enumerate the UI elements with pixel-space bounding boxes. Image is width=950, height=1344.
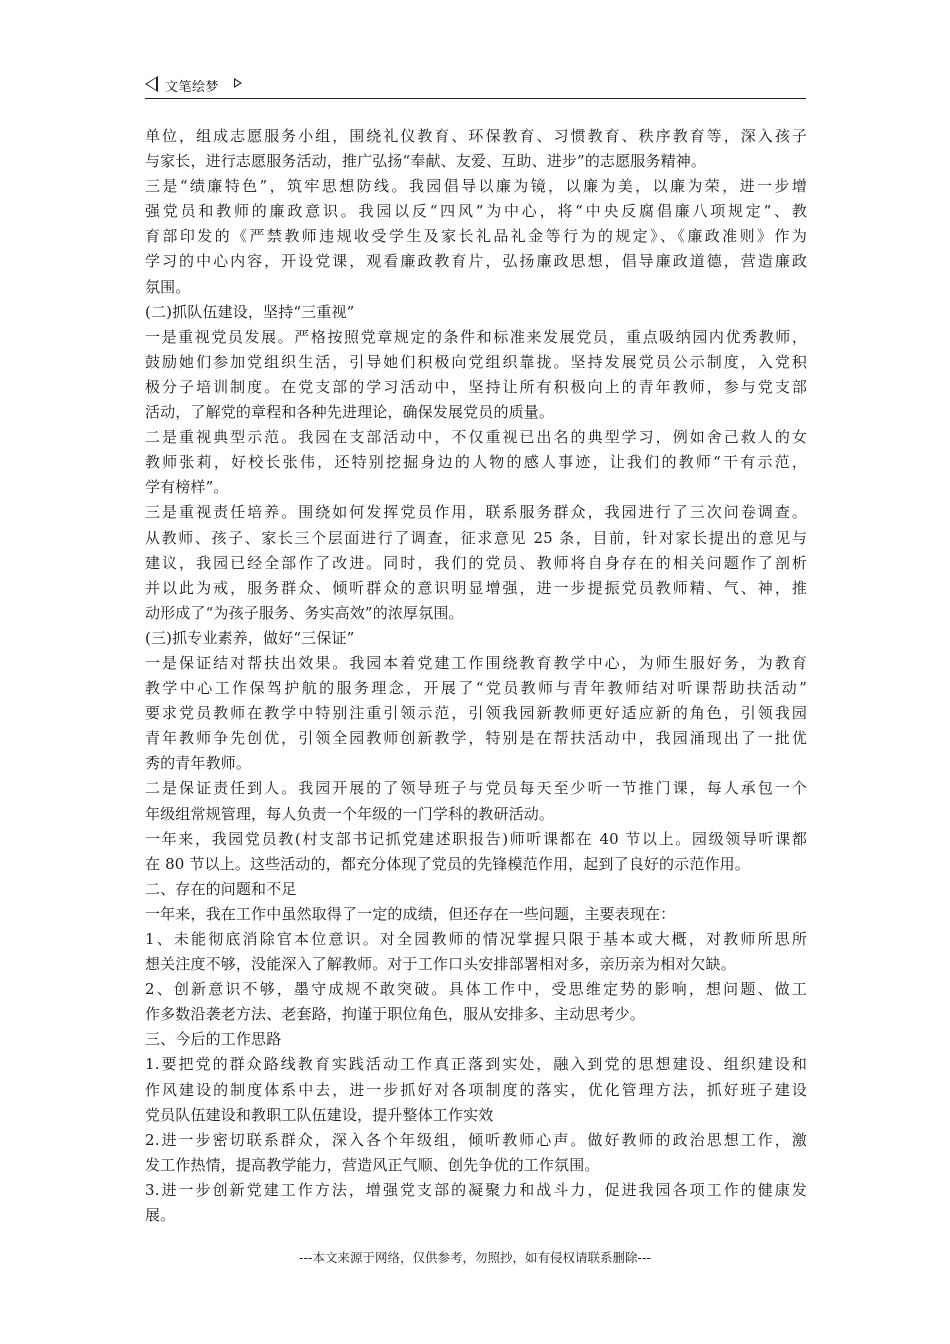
text-line: 活动，了解党的章程和各种先进理论，确保发展党员的质量。 [145, 403, 555, 422]
triangle-left-icon [145, 76, 158, 92]
text-line: 一年来，我园党员教(村支部书记抓党建述职报告)师听课都在 40 节以上。园级领导听课都 [145, 829, 807, 848]
text-line: 氛围。 [145, 277, 191, 296]
text-line: 并以此为戒，服务群众、倾听群众的意识明显增强，进一步提振党员教师精、气、神，推 [145, 578, 807, 597]
text-line: 学习的中心内容，开设党课，观看廉政教育片，弘扬廉政思想，倡导廉政道德，营造廉政 [145, 252, 807, 271]
text-line: 一是重视党员发展。严格按照党章规定的条件和标准来发展党员，重点吸纳园内优秀教师， [145, 327, 807, 346]
footer-disclaimer: ---本文来源于网络，仅供参考，勿照抄，如有侵权请联系删除--- [298, 1250, 652, 1265]
text-line: 三、今后的工作思路 [145, 1030, 282, 1049]
text-line: 2、创新意识不够，墨守成规不敢突破。具体工作中，受思维定势的影响，想问题、做工 [145, 980, 807, 999]
text-line: 党员队伍建设和教职工队伍建设，提升整体工作实效 [145, 1105, 494, 1124]
text-line: 教学中心工作保驾护航的服务理念，开展了“党员教师与青年教师结对听课帮助扶活动” [145, 679, 807, 698]
text-line: 二是重视典型示范。我园在支部活动中，不仅重视已出名的典型学习，例如舍己救人的女 [145, 428, 807, 447]
page-header [145, 74, 806, 99]
text-line: 三是“绩廉特色”，筑牢思想防线。我园倡导以廉为镜，以廉为美，以廉为荣，进一步增 [145, 177, 807, 196]
text-line: 二、存在的问题和不足 [145, 879, 297, 898]
text-line: 想关注度不够，没能深入了解教师。对于工作口头安排部署相对多，亲历亲为相对欠缺。 [145, 955, 736, 974]
text-line: 作风建设的制度体系中去，进一步抓好对各项制度的落实，优化管理方法，抓好班子建设 [145, 1080, 807, 1099]
text-line: 动形成了“为孩子服务、务实高效”的浓厚氛围。 [145, 603, 464, 622]
text-line: 1.要把党的群众路线教育实践活动工作真正落到实处，融入到党的思想建设、组织建设和 [145, 1055, 807, 1074]
text-line: 一年来，我在工作中虽然取得了一定的成绩，但还存在一些问题，主要表现在： [145, 904, 676, 923]
text-line: 作多数沿袭老方法、老套路，拘谨于职位角色，服从安排多、主动思考少。 [145, 1005, 645, 1024]
text-line: 教师张莉，好校长张伟，还特别挖掘身边的人物的感人事迹，让我们的教师“干有示范， [145, 453, 807, 472]
text-line: 鼓励她们参加党组织生活，引导她们积极向党组织靠拢。坚持发展党员公示制度，入党积 [145, 352, 807, 371]
text-line: (三)抓专业素养，做好“三保证” [145, 628, 355, 647]
text-line: 年级组常规管理，每人负责一个年级的一门学科的教研活动。 [145, 804, 555, 823]
text-line: 单位，组成志愿服务小组，围绕礼仪教育、环保教育、习惯教育、秩序教育等，深入孩子 [145, 127, 807, 145]
triangle-right-icon [234, 78, 242, 88]
text-line: 育部印发的《严禁教师违规收受学生及家长礼品礼金等行为的规定》、《廉政准则》作为 [145, 227, 807, 246]
text-line: 极分子培训制度。在党支部的学习活动中，坚持让所有积极向上的青年教师，参与党支部 [145, 377, 807, 396]
header-title: 文笔绘梦 [165, 80, 220, 95]
text-line: (二)抓队伍建设，坚持“三重视” [145, 302, 355, 321]
text-line: 展。 [145, 1206, 176, 1225]
text-line: 在 80 节以上。这些活动的，都充分体现了党员的先锋模范作用，起到了良好的示范作用。 [145, 854, 750, 873]
text-line: 强党员和教师的廉政意识。我园以反“四风”为中心，将“中央反腐倡廉八项规定”、教 [145, 202, 807, 221]
text-line: 秀的青年教师。 [145, 754, 252, 773]
text-line: 3.进一步创新党建工作方法，增强党支部的凝聚力和战斗力，促进我园各项工作的健康发 [145, 1180, 807, 1199]
text-line: 与家长，进行志愿服务活动，推广弘扬“奉献、友爱、互助、进步”的志愿服务精神。 [145, 152, 707, 171]
text-line: 2.进一步密切联系群众，深入各个年级组，倾听教师心声。做好教师的政治思想工作，激 [145, 1130, 807, 1149]
document-body [145, 124, 807, 1228]
text-line: 要求党员教师在教学中特别注重引领示范，引领我园新教师更好适应新的角色，引领我园 [145, 704, 807, 723]
text-line: 从教师、孩子、家长三个层面进行了调查，征求意见 25 条，目前，针对家长提出的意见与 [145, 528, 807, 547]
text-line: 二是保证责任到人。我园开展的了领导班子与党员每天至少听一节推门课，每人承包一个 [145, 779, 807, 798]
text-line: 建议，我园已经全部作了改进。同时，我们的党员、教师将自身存在的相关问题作了剖析 [145, 553, 807, 572]
text-line: 三是重视责任培养。围绕如何发挥党员作用，联系服务群众，我园进行了三次问卷调查。 [145, 503, 807, 522]
text-line: 学有榜样”。 [145, 478, 229, 497]
text-line: 1、未能彻底消除官本位意识。对全园教师的情况掌握只限于基本或大概，对教师所思所 [145, 930, 807, 948]
text-line: 青年教师争先创优，引领全园教师创新教学，特别是在帮扶活动中，我园涌现出了一批优 [145, 729, 807, 748]
text-line: 一是保证结对帮扶出效果。我园本着党建工作围绕教育教学中心，为师生服好务，为教育 [145, 653, 807, 672]
text-line: 发工作热情，提高教学能力，营造风正气顺、创先争优的工作氛围。 [145, 1155, 600, 1174]
